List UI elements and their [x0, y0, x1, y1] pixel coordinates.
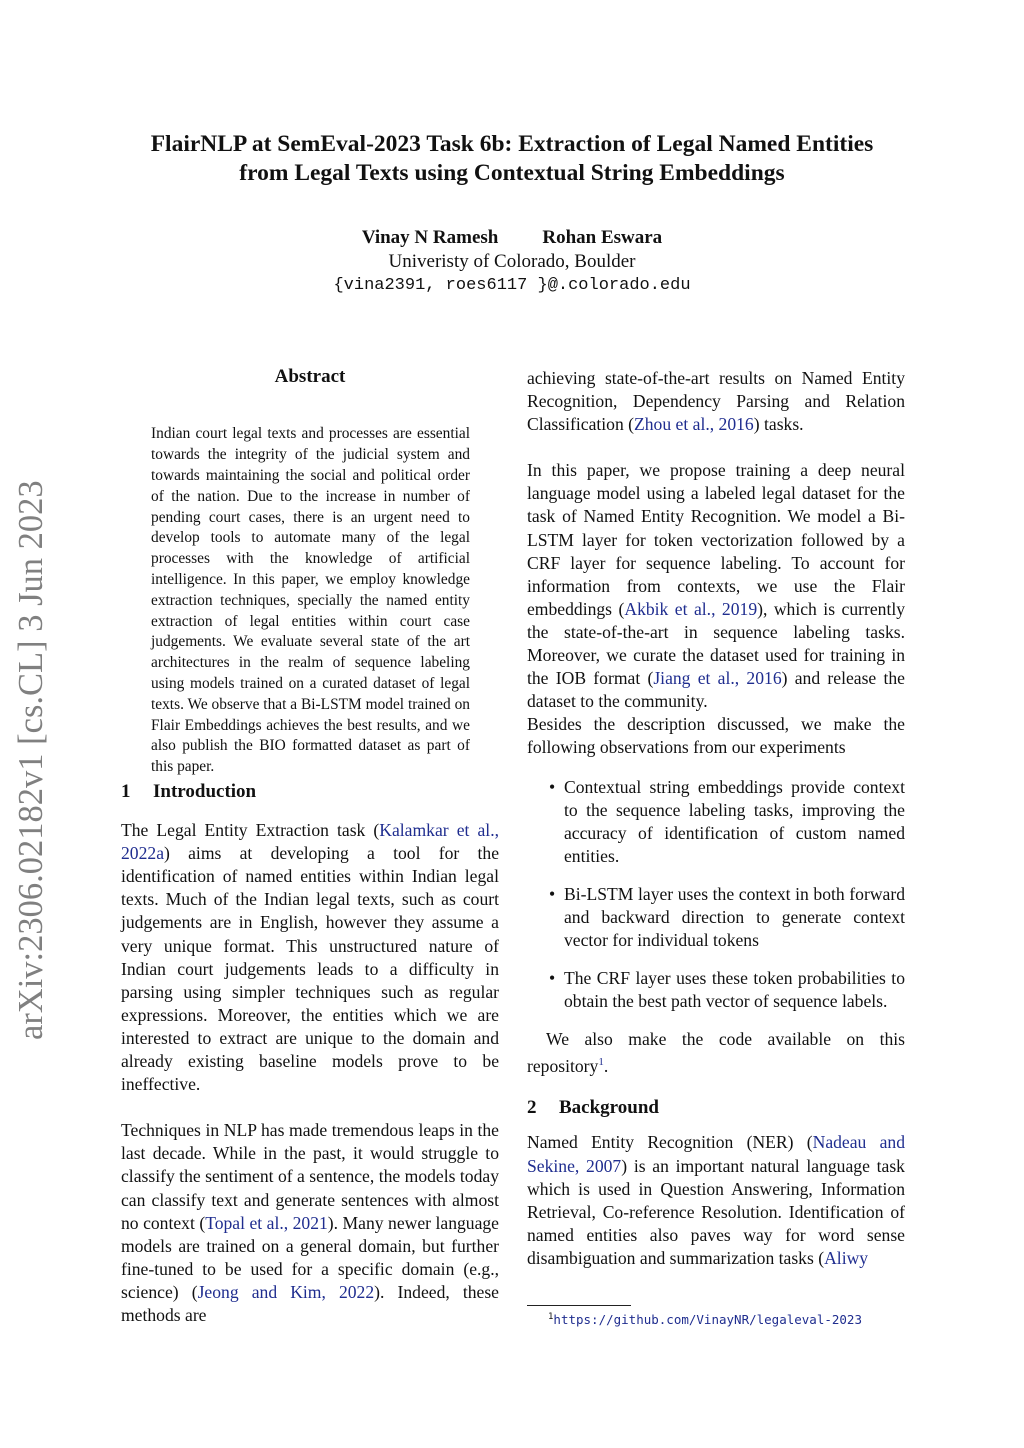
footnote-rule: [527, 1305, 631, 1306]
bullet-icon: •: [549, 968, 556, 989]
citation-link[interactable]: Zhou et al., 2016: [634, 414, 754, 435]
footnote-url-link[interactable]: https://github.com/VinayNR/legaleval-2023: [553, 1312, 862, 1328]
author-block: [100, 226, 924, 298]
right-paragraph-0: [527, 367, 905, 436]
section-title: Introduction: [153, 781, 257, 802]
text-run: In this paper, we propose training a deep neural language model using a labeled legal dataset for the task of Named Entity Recognition. We model a Bi-LSTM layer for token vectorization followed by a CRF layer for sequence labeling. To account for information from contexts, we use the Flair embeddings (: [527, 460, 905, 619]
text-run: ) and release the dataset to the community.: [527, 668, 905, 712]
section-number: 2: [527, 1097, 537, 1119]
text-run: ). Many newer language models are trained on a general domain, but further fine-tuned to be used for a specific domain (e.g., science) (: [121, 1212, 499, 1302]
right-paragraph-3: [527, 1028, 905, 1078]
section-heading-introduction: [121, 780, 499, 803]
list-item: [527, 967, 905, 1013]
intro-paragraph-2: [121, 1119, 499, 1327]
author-names: [100, 226, 924, 250]
text-run: ) is an important natural language task which is used in Question Answering, Information Retrieval, Co-reference Resolution. Identification of named entities also paves way for word sense disambiguation and summarization tasks (: [527, 1155, 905, 1268]
citation-link[interactable]: Akbik et al., 2019: [624, 598, 758, 619]
title-line-1: FlairNLP at SemEval-2023 Task 6b: Extraction of Legal Named Entities: [150, 131, 874, 157]
abstract-heading: Abstract: [274, 366, 346, 387]
list-item: [527, 883, 905, 952]
citation-link[interactable]: Nadeau and Sekine, 2007: [527, 1132, 905, 1176]
right-column: [527, 367, 905, 1270]
citation-link[interactable]: Aliwy: [824, 1247, 869, 1268]
list-item: [527, 776, 905, 868]
text-run: The Legal Entity Extraction task (: [121, 820, 380, 841]
text-run: ), which is currently the state-of-the-art in sequence labeling tasks. Moreover, we curate the dataset used for training in the IOB format (: [527, 598, 906, 689]
author-emails: {vina2391, roes6117 }@.colorado.edu: [333, 276, 691, 295]
section-heading-background: [527, 1096, 905, 1119]
text-run: achieving state-of-the-art results on Named Entity Recognition, Dependency Parsing and Relation Classification (: [527, 368, 905, 435]
abstract-text: Indian court legal texts and processes are essential towards the integrity of the judicial system and towards maintaining the social and political order of the nation. Due to the increase in number of pending court cases, there is an urgent need to develop tools to automate many of the legal processes with the knowledge of artificial intelligence. In this paper, we employ knowledge extraction techniques, specially the named entity extraction of legal entities within court case judgements. We evaluate several state of the art architectures in the realm of sequence labeling using models trained on a curated dataset of legal texts. We observe that a Bi-LSTM model trained on Flair Embeddings achieves the best results, and we also publish the BIO formatted dataset as part of this paper.: [151, 425, 470, 776]
text-run: .: [603, 1056, 609, 1077]
footnote: [548, 1312, 862, 1327]
citation-link[interactable]: Jiang et al., 2016: [653, 668, 782, 689]
list-item-text: Bi-LSTM layer uses the context in both forward and backward direction to generate context vector for individual tokens: [564, 883, 905, 951]
intro-paragraph-1: [121, 819, 499, 1096]
text-run: We also make the code available on this repository: [527, 1029, 905, 1077]
observations-list: [527, 776, 905, 1014]
citation-link[interactable]: Topal et al., 2021: [205, 1212, 328, 1233]
bullet-icon: •: [549, 883, 556, 904]
author-name: Vinay N Ramesh: [361, 227, 499, 248]
text-run: Techniques in NLP has made tremendous leaps in the last decade. While in the past, it would struggle to classify the sentiment of a sentence, the models today can classify text and generate sentences with almost no context (: [121, 1120, 499, 1233]
arxiv-stamp: arXiv:2306.02182v1 [cs.CL] 3 Jun 2023: [12, 480, 50, 1040]
left-column: [121, 780, 499, 1327]
author-name: Rohan Eswara: [542, 227, 663, 248]
section-number: 1: [121, 781, 131, 802]
text-run: ). Indeed, these methods are: [121, 1281, 499, 1325]
footnote-mark: 1: [548, 1312, 554, 1322]
right-paragraph-1: [527, 459, 905, 713]
footnote-ref[interactable]: 1: [598, 1056, 604, 1069]
list-item-text: The CRF layer uses these token probabilities to obtain the best path vector of sequence labels.: [564, 968, 905, 1012]
text-run: Named Entity Recognition (NER) (: [527, 1132, 813, 1153]
title-line-2: from Legal Texts using Contextual String Embeddings: [239, 160, 785, 186]
citation-link[interactable]: Kalamkar et al., 2022a: [121, 820, 499, 864]
text-run: ) aims at developing a tool for the identification of named entities within Indian legal texts. Much of the Indian legal texts, such as court judgements are in English, however they assume a very unique format. This unstructured nature of Indian court judgements leads to a difficulty in parsing using simpler techniques such as regular expressions. Moreover, the entities which we are interested to extract are unique to the domain and already existing baseline models prove to be ineffective.: [121, 843, 499, 1095]
text-run: ) tasks.: [753, 414, 804, 435]
bullet-icon: •: [549, 776, 556, 797]
citation-link[interactable]: Jeong and Kim, 2022: [197, 1281, 375, 1302]
affiliation: Univeristy of Colorado, Boulder: [388, 251, 636, 272]
list-item-text: Contextual string embeddings provide context to the sequence labeling tasks, improving the accuracy of identification of custom named entities.: [564, 776, 905, 866]
background-paragraph: [527, 1131, 905, 1270]
section-title: Background: [559, 1097, 659, 1119]
paper-title: [100, 130, 924, 188]
right-paragraph-2: Besides the description discussed, we make the following observations from our experiments: [527, 714, 905, 758]
